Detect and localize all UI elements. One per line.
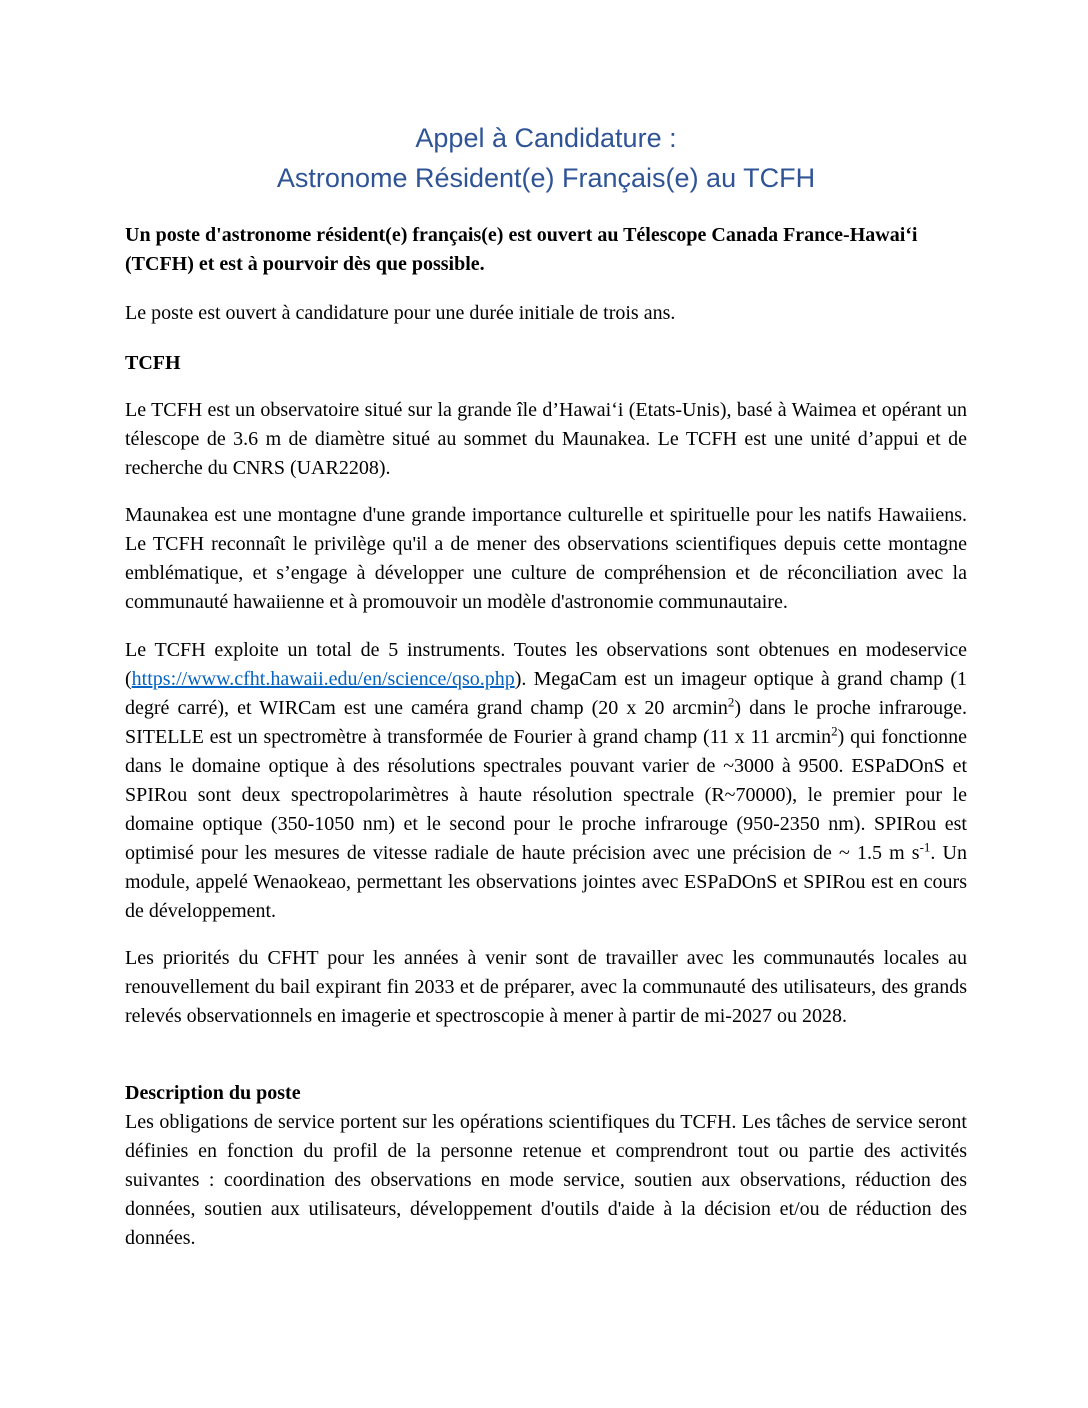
- intro-opening-paragraph: Le poste est ouvert à candidature pour une durée initiale de trois ans.: [125, 302, 676, 324]
- priorities-paragraph: Les priorités du CFHT pour les années à venir sont de travailler avec les communautés locales au renouvellement du bail expirant fin 2033 et de préparer, avec la communauté des utilisateurs, des grands relevés observationnels en imagerie et spectroscopie à mener à partir de mi-2027 ou 2028.: [125, 947, 967, 1027]
- arcmin-superscript-2: 2: [831, 723, 838, 739]
- maunakea-paragraph: Maunakea est une montagne d'une grande importance culturelle et spirituelle pour les natifs Hawaiiens. Le TCFH reconnaît le privilège qu'il a de mener des observations scientifiques depuis cette montagne emblématique, et s’engage à développer une culture de compréhension et de réconciliation avec la communauté hawaiienne et à promouvoir un modèle d'astronomie communautaire.: [125, 504, 967, 613]
- ms-superscript: -1: [919, 839, 931, 855]
- instruments-text-4: ) qui fonctionne dans le domaine optique à des résolutions spectrales pouvant varier de ~3000 à 9500. ESPaDOnS et SPIRou sont deux spectropolarimètres à haute résolution spectrale (R~70000), le premier pour le domaine optique (350-1050 nm) et le second pour le proche infrarouge (950-2350 nm). SPIRou est optimisé pour les mesures de vitesse radiale de haute précision avec une précision de ~ 1.5 m s: [125, 726, 968, 864]
- instruments-text-3: ) dans le proche infrarouge. SITELLE est un spectromètre à transformée de Fourier à grand champ (11 x 11 arcmin: [125, 697, 967, 748]
- qso-hyperlink[interactable]: https://www.cfht.hawaii.edu/en/science/qso.php: [131, 668, 515, 690]
- title-line-1: Appel à Candidature :: [415, 123, 677, 153]
- title-line-2: Astronome Résident(e) Français(e) au TCFH: [276, 163, 816, 193]
- document-title: [125, 118, 967, 198]
- description-section-heading: Description du poste: [125, 1082, 301, 1104]
- arcmin-superscript-1: 2: [727, 694, 735, 710]
- intro-bold-paragraph: Un poste d'astronome résident(e) français(e) est ouvert au Télescope Canada France-Hawaiʻi (TCFH) et est à pourvoir dès que possible.: [125, 224, 918, 275]
- instruments-text-1: Le TCFH exploite un total de 5 instruments. Toutes les observations sont obtenues en modeservice (: [125, 639, 967, 690]
- tcfh-observatory-paragraph: Le TCFH est un observatoire situé sur la grande île d’Hawaiʻi (Etats-Unis), basé à Waimea et opérant un télescope de 3.6 m de diamètre situé au sommet du Maunakea. Le TCFH est une unité d’appui et de recherche du CNRS (UAR2208).: [125, 399, 967, 479]
- section-spacer: [125, 1031, 967, 1079]
- instruments-text-2: ). MegaCam est un imageur optique à grand champ (1 degré carré), et WIRCam est une caméra grand champ (20 x 20 arcmin: [125, 668, 967, 719]
- instruments-text-5: . Un module, appelé Wenaokeao, permettant les observations jointes avec ESPaDOnS et SPIRou est en cours de développement.: [125, 842, 967, 922]
- instruments-paragraph: [125, 636, 967, 926]
- tcfh-section-heading: TCFH: [125, 352, 181, 374]
- description-paragraph: Les obligations de service portent sur les opérations scientifiques du TCFH. Les tâches de service seront définies en fonction du profil de la personne retenue et comprendront tout ou partie des activités suivantes : coordination des observations en mode service, soutien aux observations, réduction des données, soutien aux utilisateurs, développement d'outils d'aide à la décision et/ou de réduction des données.: [125, 1111, 967, 1249]
